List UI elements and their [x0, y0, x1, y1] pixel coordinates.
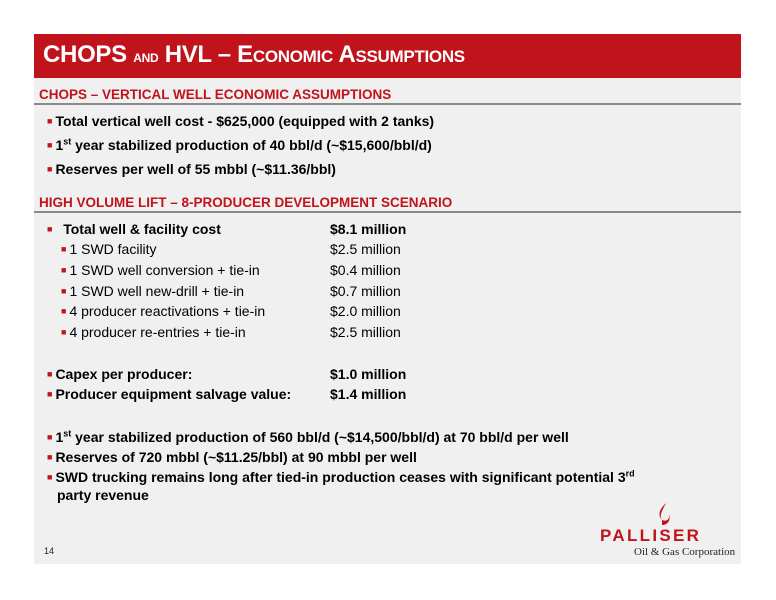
hvl-item-value: $0.7 million	[330, 283, 401, 299]
bullet-square-icon: ■	[61, 286, 67, 296]
section-divider	[34, 211, 741, 213]
bullet-square-icon: ■	[47, 140, 53, 150]
hvl-item-label: ■ 4 producer re-entries + tie-in	[61, 324, 246, 340]
bullet-square-icon: ■	[61, 265, 67, 275]
bullet-square-icon: ■	[47, 432, 53, 442]
hvl-bullet-reserves: ■ Reserves of 720 mbbl (~$11.25/bbl) at 90 mbbl per well	[47, 449, 417, 465]
hvl-item-value: $0.4 million	[330, 262, 401, 278]
hvl-capex-value: $1.0 million	[330, 366, 407, 382]
chops-bullet-production: ■ 1st year stabilized production of 40 bbl/d (~$15,600/bbl/d)	[47, 136, 432, 153]
chops-section-heading: CHOPS – VERTICAL WELL ECONOMIC ASSUMPTIONS	[39, 87, 392, 102]
bullet-square-icon: ■	[47, 452, 53, 462]
flame-icon	[648, 502, 678, 528]
bullet-square-icon: ■	[61, 244, 67, 254]
hvl-item-value: $2.5 million	[330, 241, 401, 257]
hvl-item-label: ■ 4 producer reactivations + tie-in	[61, 303, 266, 319]
hvl-total-cost-label: ■ Total well & facility cost	[47, 221, 221, 237]
page-number: 14	[44, 546, 55, 556]
hvl-item-label: ■ 1 SWD well new-drill + tie-in	[61, 283, 245, 299]
title-bar	[34, 34, 741, 78]
bullet-square-icon: ■	[47, 224, 53, 234]
hvl-bullet-production: ■ 1st year stabilized production of 560 bbl/d (~$14,500/bbl/d) at 70 bbl/d per well	[47, 428, 569, 445]
hvl-salvage-value: $1.4 million	[330, 386, 407, 402]
palliser-logo	[600, 502, 740, 558]
hvl-salvage-label: ■ Producer equipment salvage value:	[47, 386, 292, 402]
hvl-item-value: $2.5 million	[330, 324, 401, 340]
hvl-capex-label: ■ Capex per producer:	[47, 366, 193, 382]
hvl-section-heading: HIGH VOLUME LIFT – 8-PRODUCER DEVELOPMENT SCENARIO	[39, 195, 453, 210]
slide-panel	[34, 34, 741, 564]
hvl-item-label: ■ 1 SWD well conversion + tie-in	[61, 262, 260, 278]
logo-wordmark: PALLISER	[600, 526, 702, 545]
hvl-bullet-trucking: ■ SWD trucking remains long after tied-in production ceases with significant potential 3rd	[47, 468, 635, 485]
bullet-square-icon: ■	[47, 164, 53, 174]
bullet-square-icon: ■	[61, 327, 67, 337]
bullet-square-icon: ■	[47, 116, 53, 126]
bullet-square-icon: ■	[47, 389, 53, 399]
bullet-square-icon: ■	[47, 369, 53, 379]
hvl-item-label: ■ 1 SWD facility	[61, 241, 157, 257]
bullet-square-icon: ■	[61, 306, 67, 316]
hvl-bullet-trucking-cont: party revenue	[57, 487, 149, 503]
logo-subtitle: Oil & Gas Corporation	[634, 546, 736, 558]
section-divider	[34, 103, 741, 105]
hvl-total-cost-value: $8.1 million	[330, 221, 407, 237]
chops-bullet-reserves: ■ Reserves per well of 55 mbbl (~$11.36/bbl)	[47, 161, 336, 177]
hvl-item-value: $2.0 million	[330, 303, 401, 319]
slide-title: CHOPS AND HVL – ECONOMIC ASSUMPTIONS	[43, 41, 465, 68]
chops-bullet-cost: ■ Total vertical well cost - $625,000 (equipped with 2 tanks)	[47, 113, 435, 129]
bullet-square-icon: ■	[47, 472, 53, 482]
